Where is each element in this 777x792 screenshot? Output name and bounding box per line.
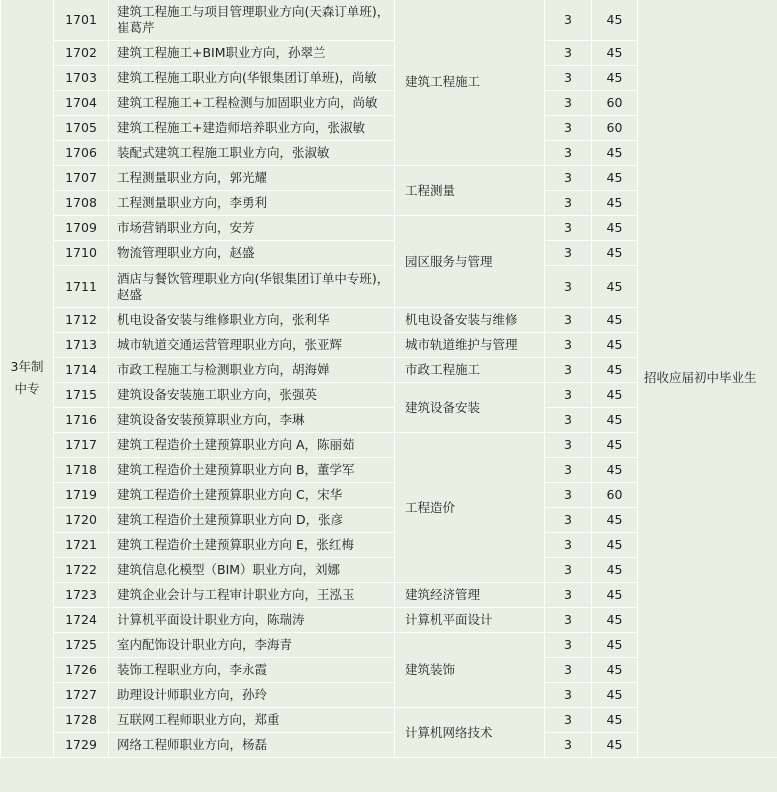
program-code: 1717 — [54, 433, 109, 458]
program-direction: 建筑工程造价土建预算职业方向 D，张彦 — [109, 508, 395, 533]
program-code: 1707 — [54, 166, 109, 191]
program-code: 1715 — [54, 383, 109, 408]
enrollment-count: 45 — [592, 266, 638, 308]
enrollment-count: 45 — [592, 633, 638, 658]
major-name: 计算机网络技术 — [395, 708, 545, 758]
study-years: 3 — [545, 166, 592, 191]
study-years: 3 — [545, 358, 592, 383]
study-years: 3 — [545, 558, 592, 583]
study-years: 3 — [545, 41, 592, 66]
major-name: 建筑经济管理 — [395, 583, 545, 608]
study-years: 3 — [545, 458, 592, 483]
enrollment-count: 60 — [592, 483, 638, 508]
study-years: 3 — [545, 0, 592, 41]
enrollment-count: 45 — [592, 608, 638, 633]
program-code: 1701 — [54, 0, 109, 41]
major-name: 建筑工程施工 — [395, 0, 545, 166]
program-code: 1723 — [54, 583, 109, 608]
program-code: 1712 — [54, 308, 109, 333]
enrollment-count: 45 — [592, 191, 638, 216]
program-code: 1704 — [54, 91, 109, 116]
major-name: 工程测量 — [395, 166, 545, 216]
program-code: 1706 — [54, 141, 109, 166]
program-code: 1725 — [54, 633, 109, 658]
study-years: 3 — [545, 608, 592, 633]
enrollment-count: 45 — [592, 166, 638, 191]
enrollment-count: 45 — [592, 558, 638, 583]
program-direction: 建筑工程施工+建造师培养职业方向，张淑敏 — [109, 116, 395, 141]
program-direction: 助理设计师职业方向，孙玲 — [109, 683, 395, 708]
study-years: 3 — [545, 708, 592, 733]
enrollment-count: 45 — [592, 41, 638, 66]
program-direction: 建筑工程施工+工程检测与加固职业方向，尚敏 — [109, 91, 395, 116]
program-direction: 建筑工程造价土建预算职业方向 E，张红梅 — [109, 533, 395, 558]
major-name: 市政工程施工 — [395, 358, 545, 383]
enrollment-count: 45 — [592, 216, 638, 241]
enrollment-count: 45 — [592, 458, 638, 483]
study-years: 3 — [545, 583, 592, 608]
program-direction: 建筑工程造价土建预算职业方向 A，陈丽茹 — [109, 433, 395, 458]
enrollment-count: 45 — [592, 141, 638, 166]
program-direction: 市政工程施工与检测职业方向，胡海婵 — [109, 358, 395, 383]
table-body — [1, 0, 777, 758]
study-years: 3 — [545, 633, 592, 658]
program-code: 1727 — [54, 683, 109, 708]
study-years: 3 — [545, 308, 592, 333]
program-direction: 酒店与餐饮管理职业方向(华银集团订单中专班)，赵盛 — [109, 266, 395, 308]
program-direction: 建筑工程施工与项目管理职业方向(天森订单班)，崔葛芹 — [109, 0, 395, 41]
program-code: 1728 — [54, 708, 109, 733]
enrollment-count: 45 — [592, 583, 638, 608]
program-code: 1719 — [54, 483, 109, 508]
study-years: 3 — [545, 116, 592, 141]
major-name: 建筑装饰 — [395, 633, 545, 708]
program-direction: 建筑设备安装预算职业方向，李琳 — [109, 408, 395, 433]
program-direction: 建筑信息化模型（BIM）职业方向，刘娜 — [109, 558, 395, 583]
program-code: 1720 — [54, 508, 109, 533]
major-name: 建筑设备安装 — [395, 383, 545, 433]
study-years: 3 — [545, 508, 592, 533]
study-years: 3 — [545, 241, 592, 266]
program-code: 1711 — [54, 266, 109, 308]
enrollment-count: 45 — [592, 383, 638, 408]
program-direction: 室内配饰设计职业方向，李海青 — [109, 633, 395, 658]
study-years: 3 — [545, 683, 592, 708]
program-code: 1718 — [54, 458, 109, 483]
enrollment-count: 45 — [592, 433, 638, 458]
study-years: 3 — [545, 191, 592, 216]
enrollment-count: 45 — [592, 508, 638, 533]
enrollment-count: 45 — [592, 408, 638, 433]
enrollment-count: 60 — [592, 91, 638, 116]
program-direction: 建筑工程施工+BIM职业方向，孙翠兰 — [109, 41, 395, 66]
study-years: 3 — [545, 733, 592, 758]
school-system-cell — [1, 0, 54, 758]
program-direction: 市场营销职业方向，安芳 — [109, 216, 395, 241]
program-direction: 建筑工程造价土建预算职业方向 B，董学军 — [109, 458, 395, 483]
enrollment-count: 45 — [592, 708, 638, 733]
study-years: 3 — [545, 141, 592, 166]
enrollment-count: 45 — [592, 0, 638, 41]
study-years: 3 — [545, 658, 592, 683]
program-code: 1702 — [54, 41, 109, 66]
program-code: 1703 — [54, 66, 109, 91]
program-direction: 建筑企业会计与工程审计职业方向，王泓玉 — [109, 583, 395, 608]
program-direction: 互联网工程师职业方向，郑重 — [109, 708, 395, 733]
enrollment-count: 45 — [592, 333, 638, 358]
major-name: 工程造价 — [395, 433, 545, 583]
enrollment-count: 45 — [592, 66, 638, 91]
program-direction: 建筑工程施工职业方向(华银集团订单班)，尚敏 — [109, 66, 395, 91]
program-code: 1713 — [54, 333, 109, 358]
program-code: 1714 — [54, 358, 109, 383]
program-code: 1710 — [54, 241, 109, 266]
program-code: 1705 — [54, 116, 109, 141]
study-years: 3 — [545, 216, 592, 241]
enrollment-count: 60 — [592, 116, 638, 141]
enrollment-count: 45 — [592, 533, 638, 558]
program-direction: 机电设备安装与维修职业方向，张利华 — [109, 308, 395, 333]
program-direction: 计算机平面设计职业方向，陈瑞涛 — [109, 608, 395, 633]
study-years: 3 — [545, 91, 592, 116]
study-years: 3 — [545, 408, 592, 433]
enrollment-count: 45 — [592, 683, 638, 708]
program-direction: 工程测量职业方向，李勇利 — [109, 191, 395, 216]
major-name: 计算机平面设计 — [395, 608, 545, 633]
program-direction: 网络工程师职业方向，杨磊 — [109, 733, 395, 758]
major-name: 城市轨道维护与管理 — [395, 333, 545, 358]
enrollment-count: 45 — [592, 658, 638, 683]
program-code: 1722 — [54, 558, 109, 583]
program-code: 1716 — [54, 408, 109, 433]
study-years: 3 — [545, 483, 592, 508]
program-code: 1708 — [54, 191, 109, 216]
program-code: 1726 — [54, 658, 109, 683]
enrollment-count: 45 — [592, 733, 638, 758]
school-system-label: 3年制 中专 — [10, 359, 44, 396]
study-years: 3 — [545, 66, 592, 91]
study-years: 3 — [545, 266, 592, 308]
enrollment-count: 45 — [592, 241, 638, 266]
admission-requirement: 招收应届初中毕业生 — [638, 0, 777, 758]
study-years: 3 — [545, 433, 592, 458]
program-direction: 装饰工程职业方向，李永霞 — [109, 658, 395, 683]
program-direction: 建筑设备安装施工职业方向，张强英 — [109, 383, 395, 408]
program-direction: 物流管理职业方向，赵盛 — [109, 241, 395, 266]
program-direction: 工程测量职业方向，郭光耀 — [109, 166, 395, 191]
program-code: 1724 — [54, 608, 109, 633]
study-years: 3 — [545, 533, 592, 558]
study-years: 3 — [545, 333, 592, 358]
program-code: 1729 — [54, 733, 109, 758]
major-name: 园区服务与管理 — [395, 216, 545, 308]
study-years: 3 — [545, 383, 592, 408]
program-direction: 建筑工程造价土建预算职业方向 C，宋华 — [109, 483, 395, 508]
program-direction: 城市轨道交通运营管理职业方向，张亚辉 — [109, 333, 395, 358]
enrollment-count: 45 — [592, 358, 638, 383]
enrollment-count: 45 — [592, 308, 638, 333]
program-code: 1709 — [54, 216, 109, 241]
program-code: 1721 — [54, 533, 109, 558]
major-name: 机电设备安装与维修 — [395, 308, 545, 333]
program-direction: 装配式建筑工程施工职业方向，张淑敏 — [109, 141, 395, 166]
table-row — [1, 0, 777, 41]
